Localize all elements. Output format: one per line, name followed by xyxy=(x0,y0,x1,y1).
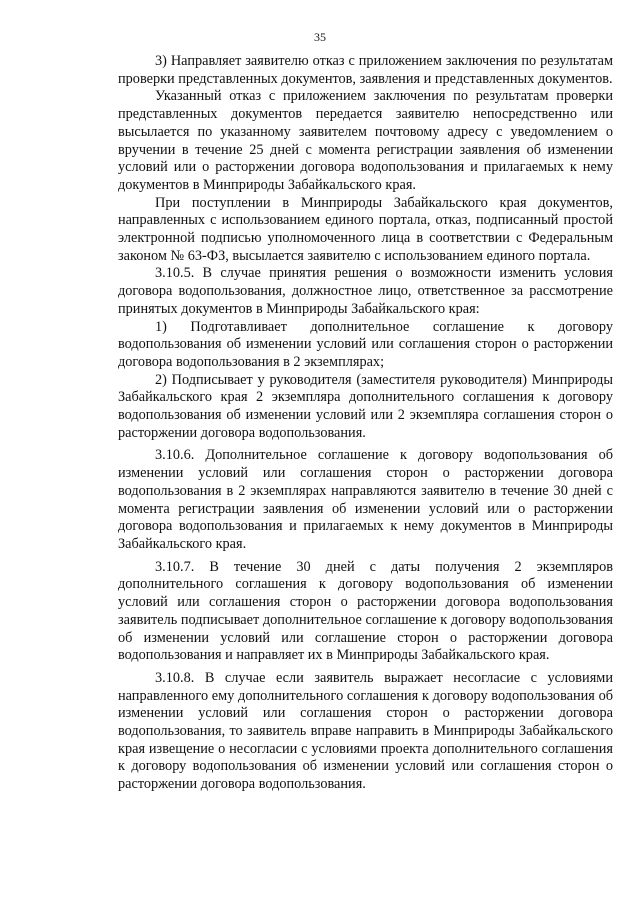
paragraph-item-2-signs: 2) Подписывает у руководителя (заместителя руководителя) Минприроды Забайкальского края 2 экземпляра дополнительного соглашения к договору водопользования об изменении условий или 2 экземпляра соглашения сторон о расторжении договора водопользования. xyxy=(118,371,613,441)
paragraph-3-10-7: 3.10.7. В течение 30 дней с даты получения 2 экземпляров дополнительного соглашения к договору водопользования об изменении условий или соглашения сторон о расторжении договора водопользования заявитель подписывает дополнительное соглашение к договору водопользования об изменении условий или соглашение сторон о расторжении договора водопользования и направляет их в Минприроды Забайкальского края. xyxy=(118,558,613,664)
page-number: 35 xyxy=(314,30,326,44)
paragraph-item-1-prepares: 1) Подготавливает дополнительное соглашение к договору водопользования об изменении условий или соглашения сторон о расторжении договора водопользования в 2 экземплярах; xyxy=(118,318,613,370)
paragraph-3-10-6: 3.10.6. Дополнительное соглашение к договору водопользования об изменении условий или соглашения сторон о расторжении договора водопользования в 2 экземплярах направляются заявителю в течение 30 дней с момента регистрации заявления об изменении условий или о расторжении договора водопользования и прилагаемых к нему документов в Минприроды Забайкальского края. xyxy=(118,447,613,552)
paragraph-3-10-5: 3.10.5. В случае принятия решения о возможности изменить условия договора водопользования, должностное лицо, ответственное за рассмотрение принятых документов в Минприроды Забайкальского края: xyxy=(118,265,613,317)
paragraph-3-10-8: 3.10.8. В случае если заявитель выражает несогласие с условиями направленного ему дополнительного соглашения к договору водопользования об изменении условий или соглашения сторон о расторжении договора водопользования, то заявитель вправе направить в Минприроды Забайкальского края извещение о несогласии с условиями проекта дополнительного соглашения к договору водопользования об изменении условий или соглашения сторон о расторжении договора водопользования. xyxy=(118,669,613,793)
paragraph-portal-refusal: При поступлении в Минприроды Забайкальского края документов, направленных с использованием единого портала, отказ, подписанный простой электронной подписью уполномоченного лица в соответствии с Федеральным законом № 63-ФЗ, высылается заявителю с использованием единого портала. xyxy=(118,194,613,264)
paragraph-refusal-delivery: Указанный отказ с приложением заключения по результатам проверки представленных документов передается заявителю непосредственно или высылается по указанному заявителем почтовому адресу с уведомлением о вручении в течение 25 дней с момента регистрации заявления об изменении условий или о расторжении договора водопользования и прилагаемых к нему документов в Минприроды Забайкальского края. xyxy=(118,88,613,193)
paragraph-refusal-item-3: 3) Направляет заявителю отказ с приложением заключения по результатам проверки представленных документов, заявления и представленных документов. xyxy=(118,53,613,87)
document-body xyxy=(118,53,613,794)
